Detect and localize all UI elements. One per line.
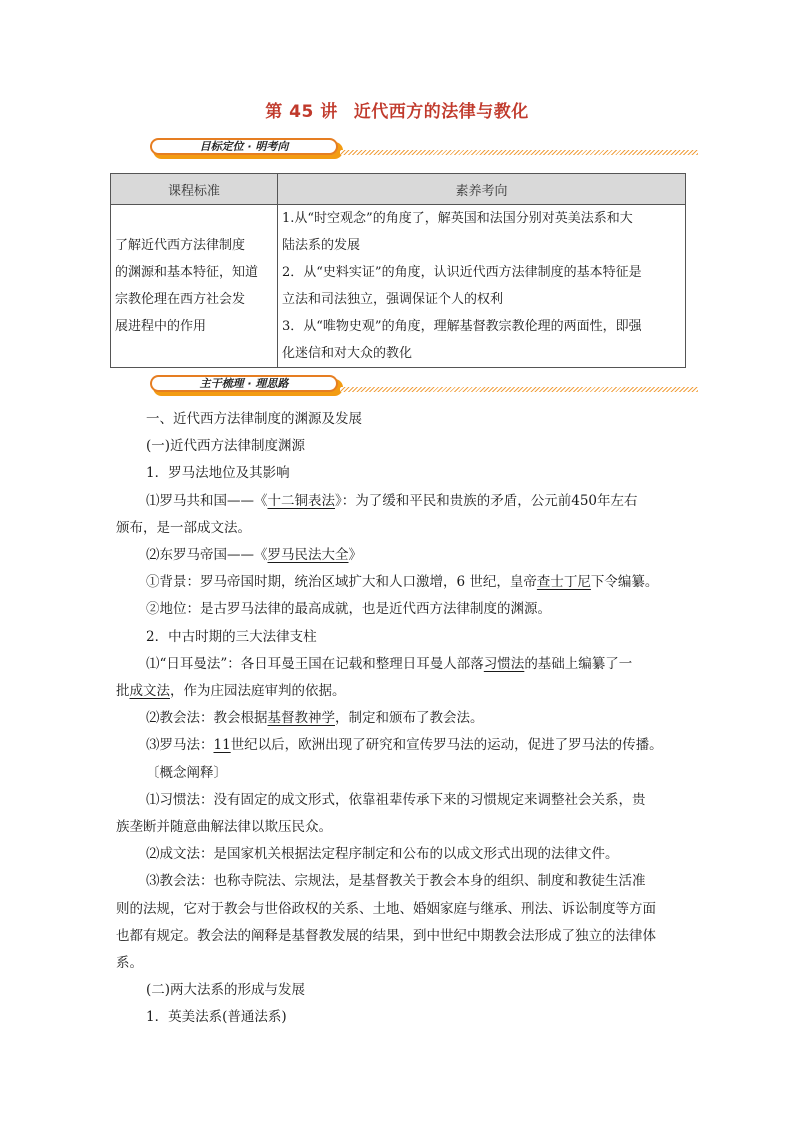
paragraph-continued: 系。 <box>116 955 143 972</box>
paragraph: ⑶教会法：也称寺院法、宗规法，是基督教关于教会本身的组织、制度和教徒生活准 <box>146 873 646 890</box>
subheading: 2．中古时期的三大法律支柱 <box>146 628 317 645</box>
page-title <box>0 97 794 122</box>
paragraph-continued: 则的法规，它对于教会与世俗政权的关系、土地、婚姻家庭与继承、刑法、诉讼制度等方面 <box>116 900 656 917</box>
paragraph: ⑶罗马法：11世纪以后，欧洲出现了研究和宣传罗马法的运动，促进了罗马法的传播。 <box>146 737 663 754</box>
banner-stripe <box>340 150 698 155</box>
paragraph-continued: 批成文法，作为庄园法庭审判的依据。 <box>116 683 346 700</box>
banner-label: 目标定位 · 明考向 <box>199 140 289 153</box>
subheading: (二)两大法系的形成与发展 <box>146 982 306 999</box>
lecture-number: 第 45 讲 <box>265 102 338 122</box>
paragraph: ⑴习惯法：没有固定的成文形式，依靠祖辈传承下来的习惯规定来调整社会关系，贵 <box>146 791 646 808</box>
subheading: 1．罗马法地位及其影响 <box>146 465 290 482</box>
lecture-title: 近代西方的法律与教化 <box>353 102 529 122</box>
paragraph: ①背景：罗马帝国时期，统治区域扩大和人口激增，6 世纪，皇帝查士丁尼下令编纂。 <box>146 574 659 591</box>
paragraph-continued: 族垄断并随意曲解法律以欺压民众。 <box>116 819 332 836</box>
curriculum-table <box>110 173 686 368</box>
heading: 一、近代西方法律制度的渊源及发展 <box>146 411 362 427</box>
concept-label: 〔概念阐释〕 <box>146 764 227 781</box>
subheading: 1．英美法系(普通法系) <box>146 1009 287 1026</box>
paragraph: ⑴罗马共和国——《十二铜表法》：为了缓和平民和贵族的矛盾，公元前450年左右 <box>146 492 638 509</box>
banner-label: 主干梳理 · 理思路 <box>199 377 289 390</box>
paragraph: ⑵教会法：教会根据基督教神学，制定和颁布了教会法。 <box>146 710 484 727</box>
paragraph-continued: 颁布，是一部成文法。 <box>116 519 251 536</box>
subheading: (一)近代西方法律制度渊源 <box>146 438 306 455</box>
section-banner-outline <box>150 375 698 399</box>
paragraph: ②地位：是古罗马法律的最高成就，也是近代西方法律制度的渊源。 <box>146 601 551 618</box>
table-cell-standard: 了解近代西方法律制度 的渊源和基本特征，知道 宗教伦理在西方社会发 展进程中的作用 <box>111 205 278 368</box>
table-cell-literacy: 1.从“时空观念”的角度了，解英国和法国分别对英美法系和大 陆法系的发展 2．从“史料实证”的角度，认识近代西方法律制度的基本特征是 立法和司法独立，强调保证个人的权利 3．从“唯物史观”的角度，理解基督教宗教伦理的两面性，即强 化迷信和对大众的教化 <box>278 205 686 368</box>
banner-stripe <box>340 387 698 392</box>
paragraph-continued: 也都有规定。教会法的阐释是基督教发展的结果，到中世纪中期教会法形成了独立的法律体 <box>116 927 656 944</box>
body-text <box>116 406 686 1032</box>
paragraph: ⑵成文法：是国家机关根据法定程序制定和公布的以成文形式出现的法律文件。 <box>146 846 619 863</box>
paragraph: ⑵东罗马帝国——《罗马民法大全》 <box>146 547 362 564</box>
table-header-literacy: 素养考向 <box>278 174 686 205</box>
paragraph: ⑴“日耳曼法”：各日耳曼王国在记载和整理日耳曼人部落习惯法的基础上编纂了一 <box>146 655 633 672</box>
table-header-standard: 课程标准 <box>111 174 278 205</box>
section-banner-goals <box>150 138 698 162</box>
